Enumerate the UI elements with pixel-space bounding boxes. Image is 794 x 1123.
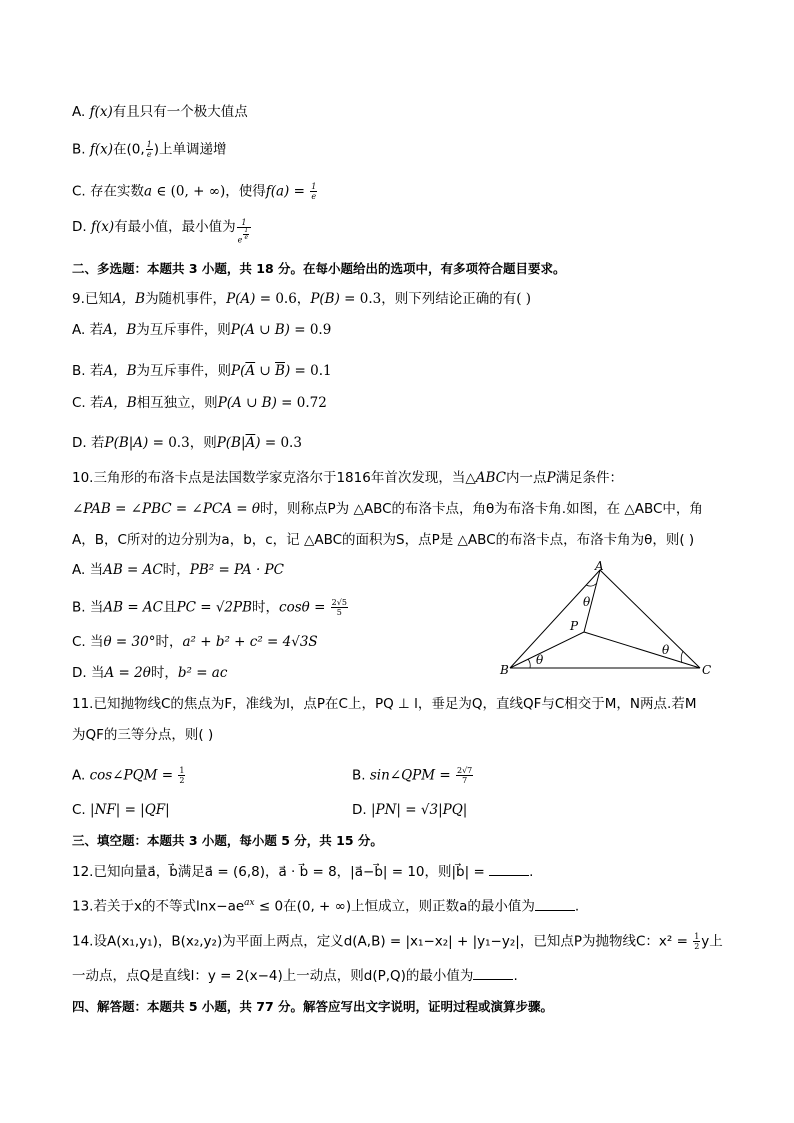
q10-option-a: A. 当AB = AC时，PB² = PA · PC [72, 562, 284, 578]
q10-option-d: D. 当A = 2θ时，b² = ac [72, 665, 228, 681]
fraction: $\frac{1}{2}$ [694, 932, 700, 951]
section-header-multiple-choice: 二、多选题：本题共 3 小题，共 18 分。在每小题给出的选项中，有多项符合题目要求。 [72, 261, 566, 276]
fraction: 1 e $\frac{1}{e}$ [237, 218, 252, 245]
q11-stem-line2: 为QF的三等分点，则( ) [72, 727, 214, 743]
answer-blank[interactable] [535, 898, 575, 911]
q9-option-b: B. 若A，B为互斥事件，则$P(\overline{A}$ ∪ $\overline{B}) = 0.1$ [72, 363, 332, 379]
q14-line2: 一动点，点Q是直线l：y = 2(x−4)上一动点，则d(P,Q)的最小值为 . [72, 968, 518, 984]
q12: 12.已知向量a⃗，b⃗满足a⃗ = (6,8)，a⃗ · b⃗ = 8，|a⃗−b⃗| = 10，则|b⃗| = . [72, 864, 534, 880]
answer-blank[interactable] [489, 863, 529, 876]
vertex-label-a: A [595, 559, 604, 573]
q8-option-a: A. f(x)有且只有一个极大值点 [72, 104, 248, 120]
segment-pb [510, 632, 584, 668]
answer-blank[interactable] [473, 967, 513, 980]
vertex-label-b: B [500, 663, 509, 677]
q10-stem-line3: A，B，C所对的边分别为a，b，c，记 △ABC的面积为S，点P是 △ABC的布洛卡点，布洛卡角为θ，则( ) [72, 532, 695, 548]
q8-option-d: D. f(x)有最小值，最小值为 1 e $\frac{1}{e}$ [72, 218, 252, 245]
point-label-p: P [570, 619, 579, 633]
q11-option-c: C. |NF| = |QF| [72, 802, 170, 818]
fraction: $\frac{1}{e}$ [311, 182, 317, 201]
q8-option-b: B. f(x)在(0, $\frac{1}{e}$ )上单调递增 [72, 140, 227, 159]
q11-stem-line1: 11.已知抛物线C的焦点为F，准线为l，点P在C上，PQ ⊥ l，垂足为Q，直线QF与C相交于M，N两点.若M [72, 696, 697, 712]
q9-stem: 9.已知A，B为随机事件，P(A) = 0.6，P(B) = 0.3，则下列结论正确的有( ) [72, 291, 532, 307]
section-header-fill-in: 三、填空题：本题共 3 小题，每小题 5 分，共 15 分。 [72, 833, 383, 848]
q10-stem-line2: ∠PAB = ∠PBC = ∠PCA = θ时，则称点P为 △ABC的布洛卡点，角θ为布洛卡角.如图，在 △ABC中，角 [72, 501, 703, 517]
angle-arc-b [528, 659, 530, 668]
fraction: $\frac{1}{e}$ [146, 140, 152, 159]
q11-option-a: A. cos∠PQM = $\frac{1}{2}$ [72, 766, 185, 785]
fraction: $\frac{2√7}{7}$ [456, 766, 473, 785]
q14-line1: 14.设A(x₁,y₁)，B(x₂,y₂)为平面上两点，定义d(A,B) = |x₁−x₂| + |y₁−y₂|，已知点P为抛物线C：x² = $\frac{1}{2}$ y上 [72, 932, 723, 951]
angle-arc-c [681, 651, 683, 663]
fraction: $\frac{2√5}{5}$ [331, 598, 347, 617]
q11-option-d: D. |PN| = √3|PQ| [352, 802, 468, 818]
side-ab [510, 570, 600, 668]
q10-option-c: C. 当θ = 30°时，a² + b² + c² = 4√3S [72, 634, 318, 650]
segment-pc [584, 632, 700, 668]
angle-label-theta-a: θ [583, 595, 591, 609]
fraction: $\frac{1}{2}$ [179, 766, 185, 785]
brocard-triangle-figure [496, 558, 718, 682]
q10-stem-line1: 10.三角形的布洛卡点是法国数学家克洛尔于1816年首次发现，当△ABC内一点P满足条件： [72, 470, 624, 486]
q9-option-d: D. 若P(B|A) = 0.3，则$P(B|\overline{A}) = 0.3$ [72, 435, 302, 451]
q11-option-b: B. sin∠QPM = $\frac{2√7}{7}$ [352, 766, 473, 785]
angle-label-theta-b: θ [536, 653, 544, 667]
section-header-free-response: 四、解答题：本题共 5 小题，共 77 分。解答应写出文字说明，证明过程或演算步骤。 [72, 999, 554, 1014]
q10-option-b: B. 当AB = AC且PC = √2PB时，cosθ = $\frac{2√5}{5}$ [72, 598, 347, 617]
q9-option-c: C. 若A，B相互独立，则P(A ∪ B) = 0.72 [72, 395, 327, 411]
q8-option-c: C. 存在实数a ∈ (0, + ∞)，使得f(a) = $\frac{1}{e}$ [72, 182, 317, 201]
vertex-label-c: C [702, 663, 712, 677]
side-ac [600, 570, 700, 668]
q9-option-a: A. 若A，B为互斥事件，则P(A ∪ B) = 0.9 [72, 322, 332, 338]
angle-label-theta-c: θ [662, 643, 670, 657]
q13: 13.若关于x的不等式$\ln x-ae^{ax} \le 0$在(0, + ∞)上恒成立，则正数a的最小值为 . [72, 898, 580, 915]
